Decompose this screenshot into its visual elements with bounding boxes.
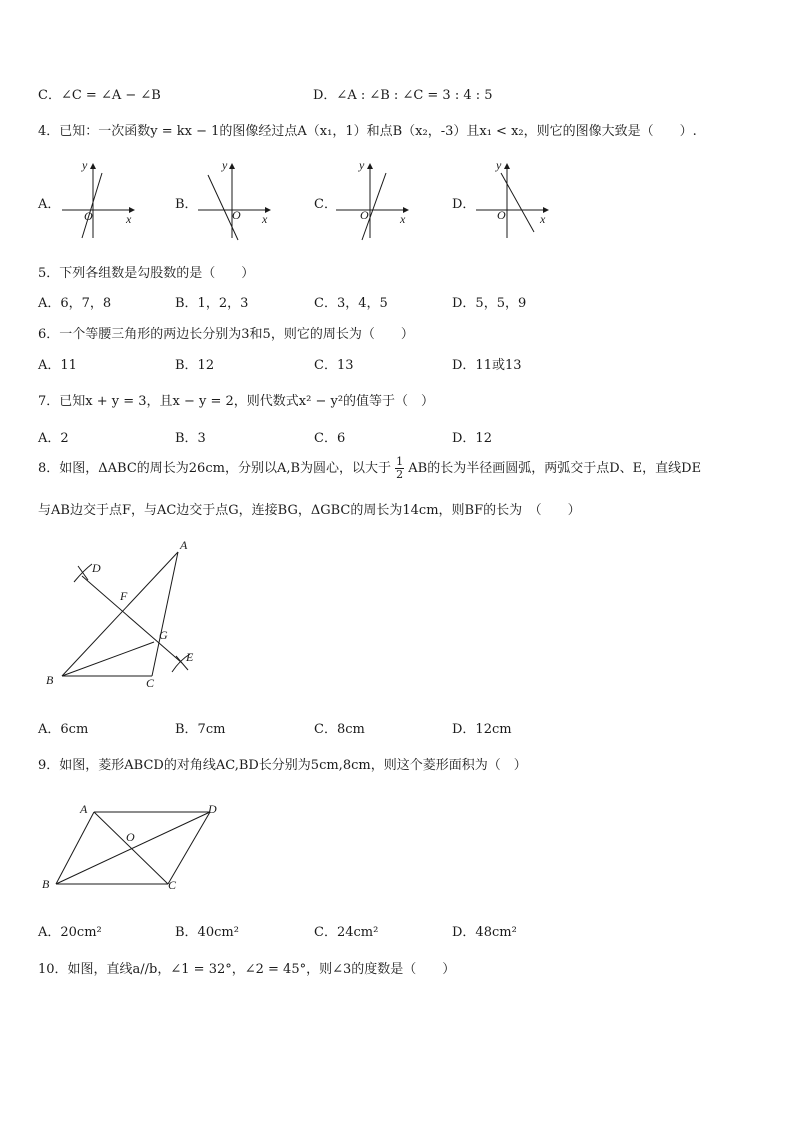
- q8-figure: [40, 536, 210, 696]
- q7-option-d: D．12: [452, 431, 492, 446]
- q8-point-f: F: [120, 589, 128, 603]
- q8-point-e: E: [186, 650, 194, 664]
- q8-fraction-numerator: 1: [396, 455, 404, 468]
- q4-b-x-label: x: [262, 212, 268, 226]
- q4-d-x-label: x: [540, 212, 546, 226]
- q8-stem-part2: AB的长为半径画圆弧，两弧交于点D、E，直线DE: [408, 461, 702, 476]
- q6-option-b: B．12: [175, 358, 215, 373]
- q8-option-c: C．8cm: [314, 722, 365, 737]
- q6-option-d: D．11或13: [452, 358, 522, 373]
- q4-a-origin: O: [84, 209, 93, 223]
- q8-option-d: D．12cm: [452, 722, 512, 737]
- q8-option-a: A．6cm: [38, 722, 89, 737]
- q9-point-c: C: [168, 878, 177, 892]
- q8-point-g: G: [159, 628, 168, 642]
- q6-option-c: C．13: [314, 358, 354, 373]
- q4-graph-a: [60, 156, 142, 242]
- q9-point-a: A: [80, 802, 88, 816]
- q9-option-a: A．20cm²: [38, 925, 102, 940]
- q8-point-a: A: [180, 538, 188, 552]
- q4-graph-d: [474, 156, 556, 242]
- q8-fraction: [395, 456, 404, 481]
- q4-b-y-label: y: [222, 158, 228, 172]
- q4-stem: 4．已知：一次函数y = kx − 1的图像经过点A（x₁，1）和点B（x₂，-3）且x₁ < x₂，则它的图像大致是（ ）.: [38, 124, 697, 139]
- q9-option-b: B．40cm²: [175, 925, 239, 940]
- q8-fraction-denominator: 2: [396, 468, 404, 481]
- q9-figure: [40, 800, 230, 896]
- q6-option-a: A．11: [38, 358, 77, 373]
- q4-d-y-label: y: [496, 158, 502, 172]
- q8-point-b: B: [46, 673, 54, 687]
- q7-option-b: B．3: [175, 431, 206, 446]
- q7-stem: 7．已知x + y = 3，且x − y = 2，则代数式x² − y²的值等于（ ）: [38, 394, 435, 409]
- q4-graph-c: [334, 156, 416, 242]
- q8-option-b: B．7cm: [175, 722, 226, 737]
- q4-c-y-label: y: [359, 158, 365, 172]
- q8-point-c: C: [146, 676, 155, 690]
- q9-option-c: C．24cm²: [314, 925, 379, 940]
- q4-a-x-label: x: [126, 212, 132, 226]
- q10-stem: 10．如图，直线a//b，∠1 = 32°，∠2 = 45°，则∠3的度数是（ ）: [38, 962, 456, 977]
- q6-stem: 6．一个等腰三角形的两边长分别为3和5，则它的周长为（ ）: [38, 327, 414, 342]
- q4-a-y-label: y: [82, 158, 88, 172]
- q4-option-b: B．: [175, 197, 198, 212]
- q4-c-x-label: x: [400, 212, 406, 226]
- q5-option-c: C．3，4，5: [314, 296, 388, 311]
- q9-point-o: O: [126, 830, 135, 844]
- q3-option-d: D．∠A : ∠B : ∠C = 3 : 4 : 5: [313, 88, 493, 103]
- q9-point-b: B: [42, 877, 50, 891]
- q4-d-origin: O: [497, 208, 506, 222]
- q3-option-c: C．∠C = ∠A − ∠B: [38, 88, 161, 103]
- q7-option-c: C．6: [314, 431, 346, 446]
- q5-option-a: A．6，7，8: [38, 296, 112, 311]
- q9-stem: 9．如图，菱形ABCD的对角线AC,BD长分别为5cm,8cm，则这个菱形面积为（ ）: [38, 758, 527, 773]
- q7-option-a: A．2: [38, 431, 69, 446]
- q8-stem-line2: 与AB边交于点F，与AC边交于点G，连接BG，ΔGBC的周长为14cm，则BF的长为 （ ）: [38, 503, 581, 518]
- q8-stem-line1: [38, 456, 701, 481]
- q5-option-b: B．1，2，3: [175, 296, 249, 311]
- q4-graph-b: [196, 156, 278, 242]
- q5-stem: 5．下列各组数是勾股数的是（ ）: [38, 266, 255, 281]
- q4-option-a: A．: [38, 197, 61, 212]
- q8-point-d: D: [92, 561, 101, 575]
- q8-stem-part1: 8．如图，ΔABC的周长为26cm，分别以A,B为圆心，以大于: [38, 461, 392, 476]
- q4-option-d: D．: [452, 197, 476, 212]
- q5-option-d: D．5，5，9: [452, 296, 527, 311]
- q4-option-c: C．: [314, 197, 337, 212]
- q9-option-d: D．48cm²: [452, 925, 517, 940]
- q4-c-origin: O: [360, 208, 369, 222]
- q4-b-origin: O: [232, 208, 241, 222]
- q9-point-d: D: [208, 802, 217, 816]
